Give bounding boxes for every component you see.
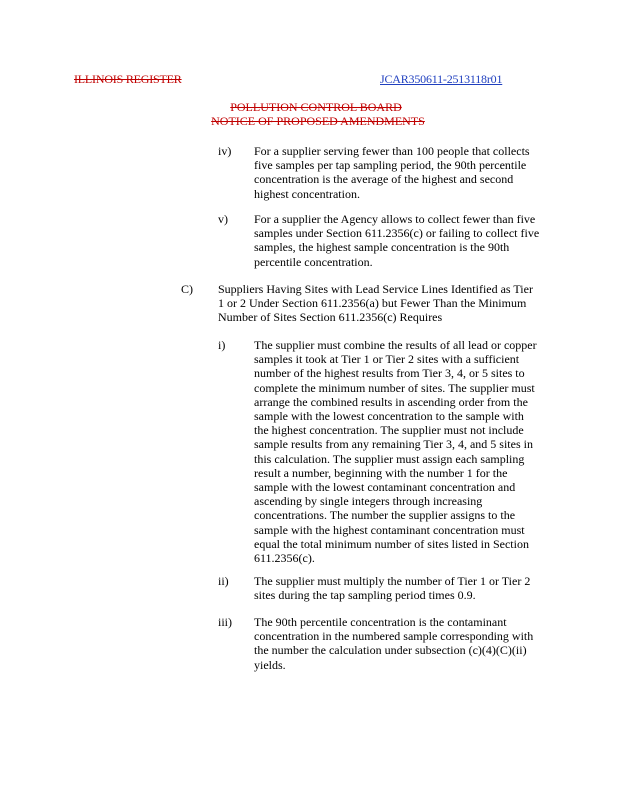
item-C-text: Suppliers Having Sites with Lead Service Lines Identified as Tier 1 or 2 Under Section 611.2356(a) but Fewer Than the Minimum Number of Sites Section 611.2356(c) Requires — [218, 282, 533, 325]
item-v-label: v) — [218, 212, 228, 226]
item-iii-label: iii) — [218, 615, 232, 629]
item-ii-text: The supplier must multiply the number of Tier 1 or Tier 2 sites during the tap sampling period times 0.9. — [254, 574, 531, 603]
item-iv-text: For a supplier serving fewer than 100 people that collects five samples per tap sampling period, the 90th percentile concentration is the average of the highest and second highest concentration. — [254, 144, 530, 201]
notice-title: NOTICE OF PROPOSED AMENDMENTS — [211, 114, 425, 128]
item-iv-label: iv) — [218, 144, 232, 158]
item-ii-label: ii) — [218, 574, 229, 588]
item-iii-text: The 90th percentile concentration is the contaminant concentration in the numbered sample corresponding with the number the calculation under subsection (c)(4)(C)(ii) yields. — [254, 615, 534, 672]
item-i-text: The supplier must combine the results of all lead or copper samples it took at Tier 1 or Tier 2 sites with a sufficient number of the highest results from Tier 3, 4, or 5 sites to complete the minimum number of sites. The supplier must arrange the combined results in ascending order from the sample with the lowest concentration to the sample with the highest concentration. The supplier must not include sample results from any remaining Tier 3, 4, and 5 sites in this calculation. The supplier must assign each sampling result a number, beginning with the number 1 for the sample with the lowest contaminant concentration and ascending by single integers through increasing concentrations. The number the supplier assigns to the sample with the highest contaminant concentration must equal the total minimum number of sites listed in Section 611.2356(c). — [254, 338, 537, 566]
item-i-label: i) — [218, 338, 226, 352]
agency-title: POLLUTION CONTROL BOARD — [230, 100, 402, 114]
item-C-label: C) — [181, 282, 193, 296]
header-document-id: JCAR350611-2513118r01 — [380, 72, 503, 86]
header-register-name: ILLINOIS REGISTER — [74, 72, 182, 86]
item-v-text: For a supplier the Agency allows to collect fewer than five samples under Section 611.2356(c) or failing to collect five samples, the highest sample concentration is the 90th percentile concentration. — [254, 212, 540, 269]
